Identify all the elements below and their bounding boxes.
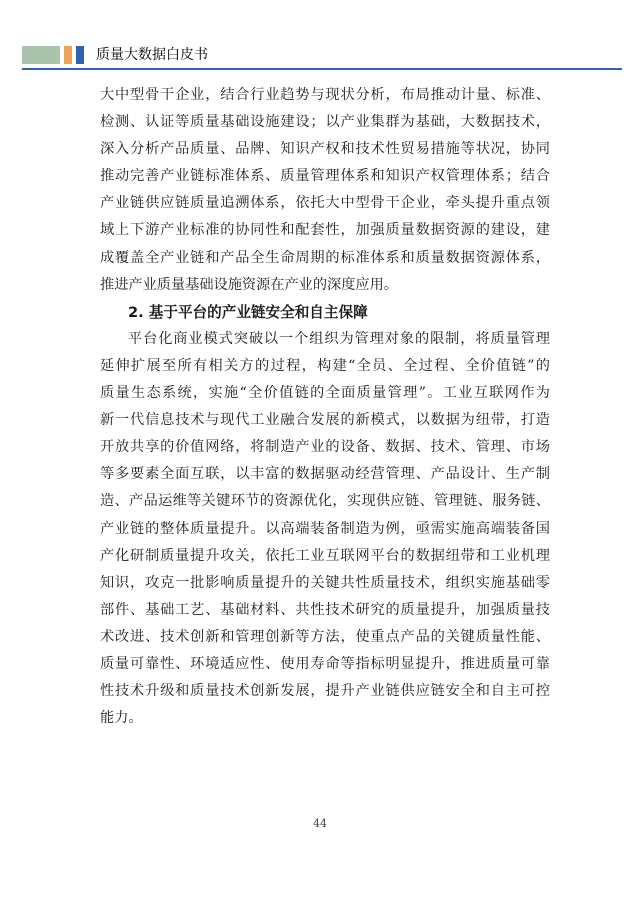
paragraph-line: 大中型骨干企业，结合行业趋势与现状分析，布局推动计量、标准、 <box>100 87 550 103</box>
paragraph-2 <box>100 326 550 732</box>
paragraph-line: 部件、基础工艺、基础材料、共性技术研究的质量提升，加强质量技 <box>100 601 550 618</box>
paragraph-line: 造、产品运维等关键环节的资源优化，实现供应链、管理链、服务链、 <box>100 493 550 510</box>
paragraph-1 <box>100 82 550 299</box>
paragraph-line: 质量生态系统，实施“全价值链的全面质量管理”。工业互联网作为 <box>100 385 550 402</box>
paragraph-line: 产业链的整体质量提升。以高端装备制造为例，亟需实施高端装备国 <box>100 520 550 537</box>
paragraph-line: 成覆盖全产业链和产品全生命周期的标准体系和质量数据资源体系， <box>100 249 550 266</box>
page-body <box>100 82 550 732</box>
paragraph-line: 能力。 <box>100 710 143 727</box>
paragraph-line: 域上下游产业标准的协同性和配套性，加强质量数据资源的建设，建 <box>100 222 550 239</box>
paragraph-line: 检测、认证等质量基础设施建设；以产业集群为基础，大数据技术， <box>100 114 550 131</box>
paragraph-line: 产业链供应链质量追溯体系，依托大中型骨干企业，牵头提升重点领 <box>100 195 550 212</box>
paragraph-line: 知识，攻克一批影响质量提升的关键共性质量技术，组织实施基础零 <box>100 574 550 591</box>
paragraph-line: 新一代信息技术与现代工业融合发展的新模式，以数据为纽带，打造 <box>100 412 550 429</box>
paragraph-line: 术改进、技术创新和管理创新等方法，使重点产品的关键质量性能、 <box>100 628 550 645</box>
paragraph-line: 延伸扩展至所有相关方的过程，构建“全员、全过程、全价值链”的 <box>100 357 550 374</box>
paragraph-line: 开放共享的价值网络，将制造产业的设备、数据、技术、管理、市场 <box>100 439 550 456</box>
document-title: 质量大数据白皮书 <box>96 47 208 63</box>
page-number: 44 <box>313 817 327 830</box>
header-decor-green-block <box>22 46 60 64</box>
header-decor-blue-block <box>76 46 84 64</box>
paragraph-line: 性技术升级和质量技术创新发展，提升产业链供应链安全和自主可控 <box>100 683 550 700</box>
paragraph-line: 推动完善产业链标准体系、质量管理体系和知识产权管理体系；结合 <box>100 168 550 185</box>
paragraph-line: 产化研制质量提升攻关，依托工业互联网平台的数据纽带和工业机理 <box>100 547 550 564</box>
paragraph-line: 等多要素全面互联，以丰富的数据驱动经营管理、产品设计、生产制 <box>100 466 550 483</box>
paragraph-line: 深入分析产品质量、品牌、知识产权和技术性贸易措施等状况，协同 <box>100 141 550 158</box>
paragraph-line: 平台化商业模式突破以一个组织为管理对象的限制，将质量管理 <box>128 330 550 347</box>
paragraph-line: 质量可靠性、环境适应性、使用寿命等指标明显提升，推进质量可靠 <box>100 655 550 672</box>
page-header <box>0 0 640 80</box>
section-heading: 2. 基于平台的产业链安全和自主保障 <box>128 303 368 321</box>
paragraph-line: 推进产业质量基础设施资源在产业的深度应用。 <box>100 276 398 293</box>
header-decor-orange-block <box>64 46 72 64</box>
header-divider <box>22 68 622 70</box>
